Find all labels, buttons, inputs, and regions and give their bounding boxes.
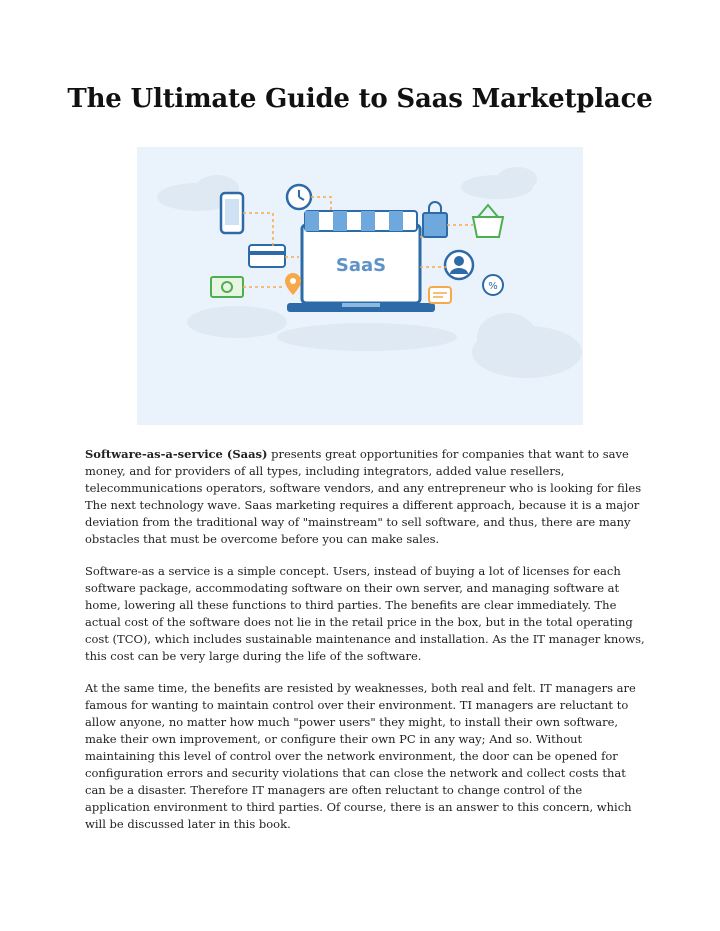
- document-title: The Ultimate Guide to Saas Marketplace: [67, 84, 653, 114]
- cash-icon: [211, 277, 243, 297]
- paragraph: Software-as a service is a simple concept. Users, instead of buying a lot of licenses for each software package, accommodating software on their own server, and managing software at home, lowering all these functions to third parties. The benefits are clear immediately. The actual cost of the software does not lie in the retail price in the box, but in the total operating cost (TCO), which includes sustainable maintenance and installation. As the IT manager knows, this cost can be very large during the life of the software.: [85, 564, 645, 663]
- support-agent-icon: [445, 251, 473, 279]
- paragraph-text: presents great opportunities for companies that want to save money, and for providers of all types, including integrators, added value resellers, telecommunications operators, software vendors, and any entrepreneur who is looking for files The next technology wave. Saas marketing requires a different approach, because it is a major deviation from the traditional way of "mainstream" to sell software, and thus, there are many obstacles that must be overcome before you can make sales.: [85, 447, 642, 546]
- svg-text:%: %: [488, 281, 498, 292]
- article-body: [85, 446, 645, 848]
- discount-percent-icon: [483, 275, 503, 295]
- chat-bubble-icon: [429, 287, 451, 303]
- saas-marketplace-illustration: [137, 147, 583, 425]
- store-awning-icon: [305, 211, 417, 231]
- paragraph: At the same time, the benefits are resisted by weaknesses, both real and felt. IT managers are famous for wanting to maintain control over their environment. TI managers are reluctant to allow anyone, no matter how much "power users" they might, to install their own software, make their own improvement, or configure their own PC in any way; And so. Without maintaining this level of control over the network environment, the door can be opened for configuration errors and security violations that can close the network and collect costs that can be a disaster. Therefore IT managers are often reluctant to change control of the application environment to third parties. Of course, there is an answer to this concern, which will be discussed later in this book.: [85, 681, 636, 831]
- clock-icon: [287, 185, 311, 209]
- smartphone-icon: [221, 193, 243, 233]
- saas-label: SaaS: [335, 255, 387, 276]
- paragraph-lead: Software-as-a-service (Saas): [85, 447, 268, 461]
- credit-card-icon: [249, 245, 285, 267]
- paragraph: [85, 446, 645, 548]
